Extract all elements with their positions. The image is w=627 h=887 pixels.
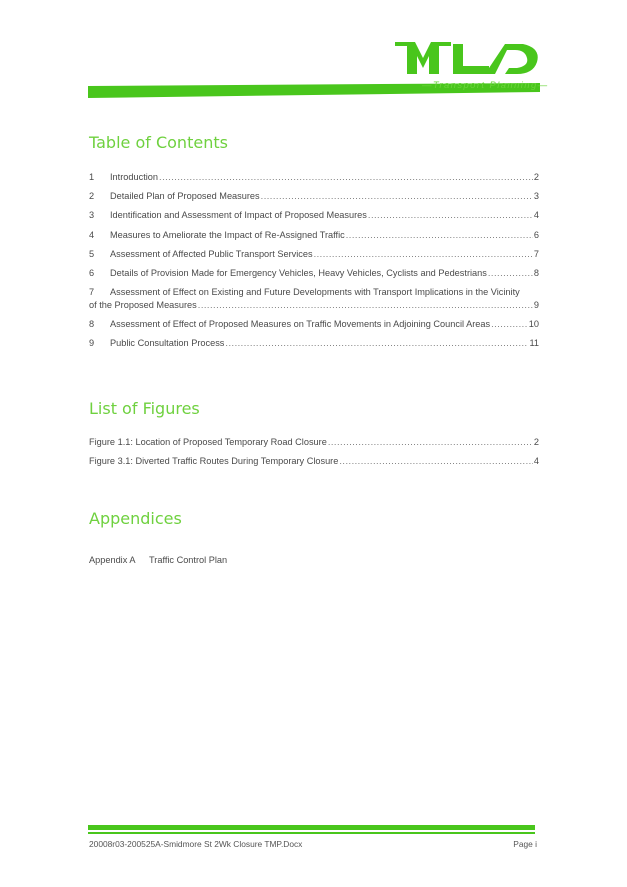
header-logo bbox=[88, 40, 549, 100]
figure-item-2[interactable]: Figure 3.1: Diverted Traffic Routes During Temporary Closure ..... 4 bbox=[89, 456, 539, 470]
toc-item-7[interactable]: 7 Assessment of Effect on Existing and Future Developments with Transport Implications in the Vicinity bbox=[89, 287, 520, 297]
toc-item-2[interactable]: 2 Detailed Plan of Proposed Measures ..... 3 bbox=[89, 191, 539, 205]
footer-page-number: Page i bbox=[513, 839, 537, 849]
footer-rule bbox=[88, 832, 535, 834]
toc-item-1[interactable]: 1 Introduction ..... 2 bbox=[89, 172, 539, 186]
toc-item-5[interactable]: 5 Assessment of Affected Public Transport Services ..... 7 bbox=[89, 249, 539, 263]
toc-item-7-line1: Assessment of Effect on Existing and Future Developments with Transport Implications in the Vicinity bbox=[110, 287, 520, 297]
appendix-item-a[interactable] bbox=[89, 555, 227, 565]
toc-item-6[interactable]: 6 Details of Provision Made for Emergency Vehicles, Heavy Vehicles, Cyclists and Pedestrians ..... 8 bbox=[89, 268, 539, 282]
figures-title: List of Figures bbox=[89, 399, 200, 418]
figure-item-1[interactable]: Figure 1.1: Location of Proposed Temporary Road Closure ..... 2 bbox=[89, 437, 539, 451]
toc-item-3[interactable]: 3 Identification and Assessment of Impact of Proposed Measures ..... 4 bbox=[89, 210, 539, 224]
appendix-label: Traffic Control Plan bbox=[149, 555, 228, 565]
footer-bar bbox=[88, 825, 535, 830]
toc-item-9[interactable]: 9 Public Consultation Process ..... 11 bbox=[89, 338, 539, 352]
toc-item-8[interactable]: 8 Assessment of Effect of Proposed Measures on Traffic Movements in Adjoining Council Areas ..... 10 bbox=[89, 319, 539, 333]
toc-title: Table of Contents bbox=[89, 133, 228, 152]
toc-item-7-cont[interactable]: of the Proposed Measures ..... 9 bbox=[89, 300, 539, 314]
mla-logo-icon bbox=[393, 40, 541, 82]
logo-subtitle: —Transport Planning— bbox=[422, 80, 549, 91]
appendix-code: Appendix A bbox=[89, 555, 136, 565]
footer-doc-name: 20008r03-200525A-Smidmore St 2Wk Closure TMP.Docx bbox=[89, 839, 303, 849]
appendices-title: Appendices bbox=[89, 509, 182, 528]
toc-item-4[interactable]: 4 Measures to Ameliorate the Impact of Re-Assigned Traffic ..... 6 bbox=[89, 230, 539, 244]
